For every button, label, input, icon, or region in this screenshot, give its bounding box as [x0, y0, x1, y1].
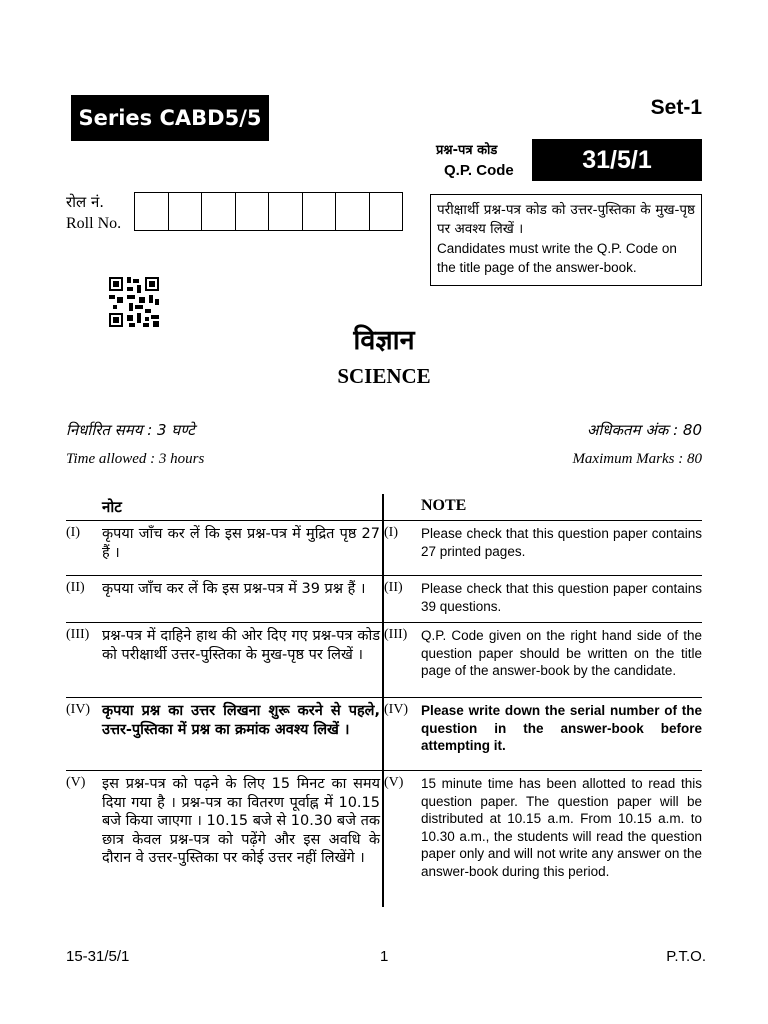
instruction-english: Candidates must write the Q.P. Code on the title page of the answer-book. — [437, 241, 677, 275]
time-allowed-hindi: निर्धारित समय : 3 घण्टे — [66, 421, 195, 439]
roll-number-boxes[interactable] — [134, 192, 403, 231]
roll-digit-box[interactable] — [169, 193, 203, 230]
note-text-hindi: कृपया जाँच कर लें कि इस प्रश्न-पत्र में मुद्रित पृष्ठ 27 हैं । — [102, 526, 380, 561]
qp-code-instruction-box — [430, 194, 702, 286]
note-row — [66, 520, 702, 575]
note-text-english: Q.P. Code given on the right hand side of the question paper should be written on the title page of the answer-book by the candidate. — [421, 628, 702, 678]
note-text-english: Please check that this question paper contains 27 printed pages. — [421, 526, 702, 559]
roll-label-hindi: रोल नं. — [66, 193, 105, 211]
roll-digit-box[interactable] — [370, 193, 404, 230]
roll-label: Roll No. — [66, 215, 122, 232]
notes-header-hindi: नोट — [102, 498, 122, 516]
time-allowed: Time allowed : 3 hours — [66, 451, 205, 467]
note-number: (III) — [384, 627, 408, 642]
note-number: (I) — [384, 525, 398, 540]
note-number: (I) — [66, 525, 80, 540]
footer-page-number: 1 — [380, 948, 389, 965]
note-number: (II) — [384, 580, 403, 595]
note-number: (V) — [66, 775, 86, 790]
roll-digit-box[interactable] — [202, 193, 236, 230]
note-row — [66, 770, 702, 907]
instruction-hindi: परीक्षार्थी प्रश्न-पत्र कोड को उत्तर-पुस्तिका के मुख-पृष्ठ पर अवश्य लिखें । — [437, 202, 695, 237]
note-text-hindi: प्रश्न-पत्र में दाहिने हाथ की ओर दिए गए प्रश्न-पत्र कोड को परीक्षार्थी उत्तर-पुस्तिका के मुख-पृष्ठ पर लिखें । — [102, 628, 380, 663]
note-text-hindi: कृपया जाँच कर लें कि इस प्रश्न-पत्र में 39 प्रश्न हैं । — [102, 581, 366, 597]
roll-digit-box[interactable] — [269, 193, 303, 230]
title-english: SCIENCE — [337, 364, 431, 388]
note-row — [66, 622, 702, 697]
note-row — [66, 575, 702, 622]
maximum-marks-hindi: अधिकतम अंक : 80 — [586, 421, 702, 439]
roll-digit-box[interactable] — [336, 193, 370, 230]
note-text-hindi: इस प्रश्न-पत्र को पढ़ने के लिए 15 मिनट का समय दिया गया है । प्रश्न-पत्र का वितरण पूर्वाह्न में 10.15 बजे किया जाएगा । 10.15 बजे से 10.30 बजे तक छात्र केवल प्रश्न-पत्र को पढ़ेंगे और इस अवधि के दौरान वे उत्तर-पुस्तिका पर कोई उत्तर नहीं लिखेंगे । — [102, 776, 380, 866]
roll-digit-box[interactable] — [135, 193, 169, 230]
note-text-hindi: कृपया प्रश्न का उत्तर लिखना शुरू करने से पहले, उत्तर-पुस्तिका में प्रश्न का क्रमांक अवश्य लिखें । — [102, 703, 380, 738]
footer-pto: P.T.O. — [666, 948, 706, 965]
note-number: (III) — [66, 627, 90, 642]
note-text-english: Please check that this question paper contains 39 questions. — [421, 581, 702, 614]
qp-code-value: 31/5/1 — [532, 139, 702, 181]
note-row — [66, 697, 702, 770]
footer-paper-code: 15-31/5/1 — [66, 948, 130, 965]
note-number: (II) — [66, 580, 85, 595]
qp-code-label-hindi: प्रश्न-पत्र कोड — [436, 143, 498, 158]
note-number: (V) — [384, 775, 404, 790]
set-label: Set-1 — [650, 96, 702, 119]
notes-table — [66, 494, 702, 907]
roll-digit-box[interactable] — [303, 193, 337, 230]
notes-header-row — [66, 494, 702, 520]
series-label: Series CABD5/5 — [71, 95, 269, 141]
notes-header-english: NOTE — [421, 497, 467, 514]
note-number: (IV) — [384, 702, 409, 717]
title-hindi: विज्ञान — [353, 325, 415, 356]
qp-code-label: Q.P. Code — [444, 162, 514, 179]
note-number: (IV) — [66, 702, 91, 717]
maximum-marks: Maximum Marks : 80 — [572, 451, 702, 467]
note-text-english: 15 minute time has been allotted to read this question paper. The question paper will be distributed at 10.15 a.m. From 10.15 a.m. to 10.30 a.m., the students will read the question paper only and will not write any answer on the answer-book during this period. — [421, 776, 702, 879]
note-text-english: Please write down the serial number of the question in the answer-book before attempting it. — [421, 703, 702, 753]
roll-digit-box[interactable] — [236, 193, 270, 230]
